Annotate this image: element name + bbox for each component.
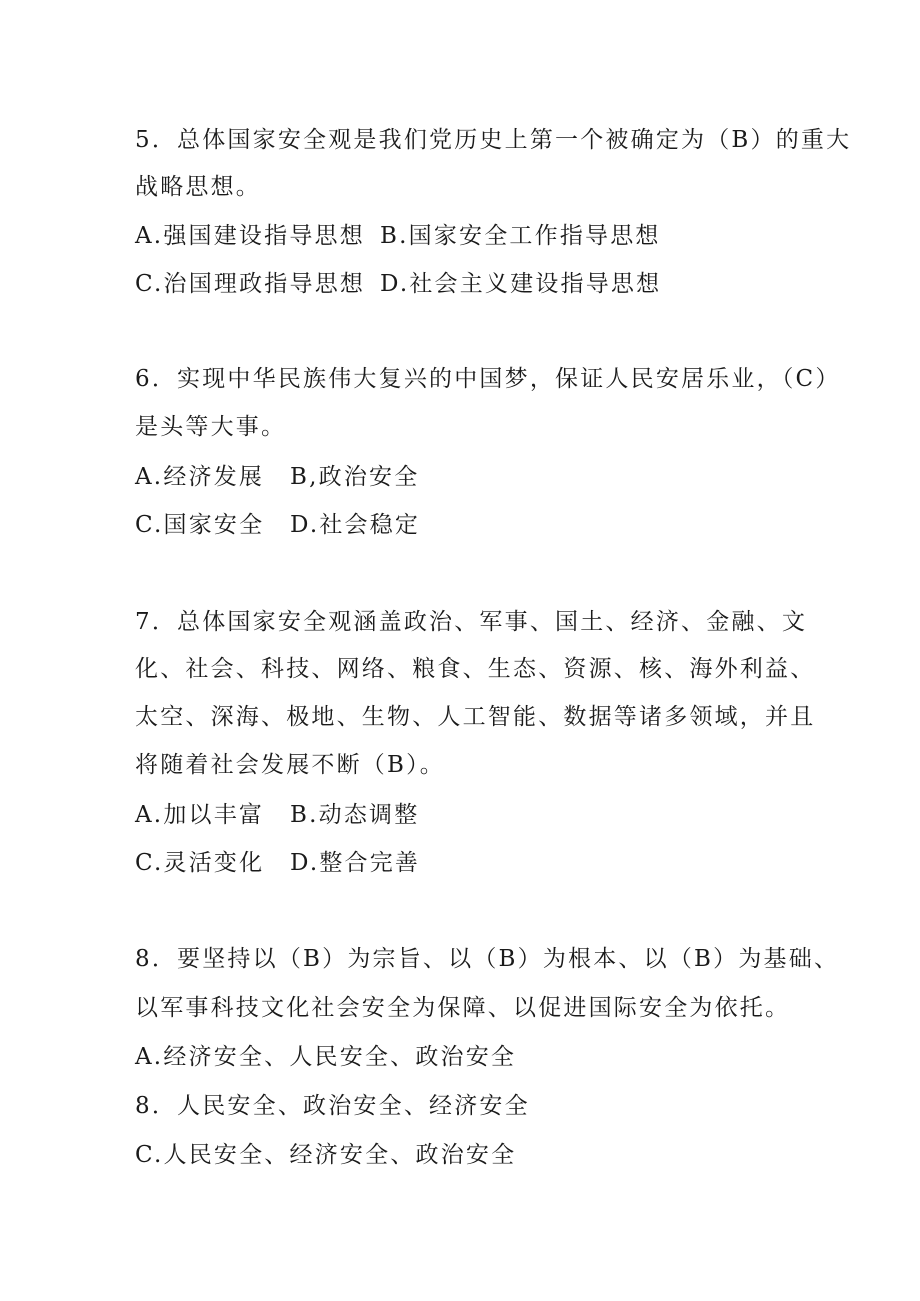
question-7-options-row-1 (135, 800, 419, 830)
option-a: A.加以丰富 (135, 802, 265, 828)
question-5-line-1: 5．总体国家安全观是我们党历史上第一个被确定为（B）的重大 (135, 127, 852, 153)
question-8-option-b: 8．人民安全、政治安全、经济安全 (135, 1093, 530, 1119)
question-7-line-4: 将随着社会发展不断（B）。 (135, 752, 446, 778)
question-8-line-1: 8．要坚持以（B）为宗旨、以（B）为根本、以（B）为基础、 (135, 946, 840, 972)
question-6-options-row-1 (135, 462, 419, 492)
question-6-line-1: 6．实现中华民族伟大复兴的中国梦，保证人民安居乐业，（C） (135, 366, 841, 392)
option-c: C.灵活变化 (135, 850, 265, 876)
option-b: B.国家安全工作指导思想 (380, 223, 661, 249)
option-d: D.社会主义建设指导思想 (380, 271, 662, 297)
question-7-line-3: 太空、深海、极地、生物、人工智能、数据等诸多领域，并且 (135, 704, 816, 730)
question-7-line-2: 化、社会、科技、网络、粮食、生态、资源、核、海外利益、 (135, 656, 816, 682)
option-c: C.国家安全 (135, 512, 265, 538)
option-c: C.治国理政指导思想 (135, 271, 366, 297)
option-d: D.整合完善 (290, 850, 421, 876)
option-d: D.社会稳定 (290, 512, 421, 538)
question-8-option-a: A.经济安全、人民安全、政治安全 (135, 1044, 517, 1070)
question-7-line-1: 7．总体国家安全观涵盖政治、军事、国土、经济、金融、文 (135, 609, 808, 635)
option-b: B,政治安全 (290, 464, 420, 490)
question-6-line-2: 是头等大事。 (135, 414, 287, 440)
option-a: A.经济发展 (135, 464, 265, 490)
question-5-line-2: 战略思想。 (135, 174, 261, 200)
question-8-line-2: 以军事科技文化社会安全为保障、以促进国际安全为依托。 (135, 995, 791, 1021)
option-a: A.强国建设指导思想 (135, 223, 365, 249)
question-8-option-c: C.人民安全、经济安全、政治安全 (135, 1142, 517, 1168)
question-6-options-row-2 (135, 510, 420, 540)
question-5-options-row-1 (135, 221, 661, 251)
option-b: B.动态调整 (290, 802, 420, 828)
question-7-options-row-2 (135, 848, 420, 878)
question-5-options-row-2 (135, 269, 661, 299)
